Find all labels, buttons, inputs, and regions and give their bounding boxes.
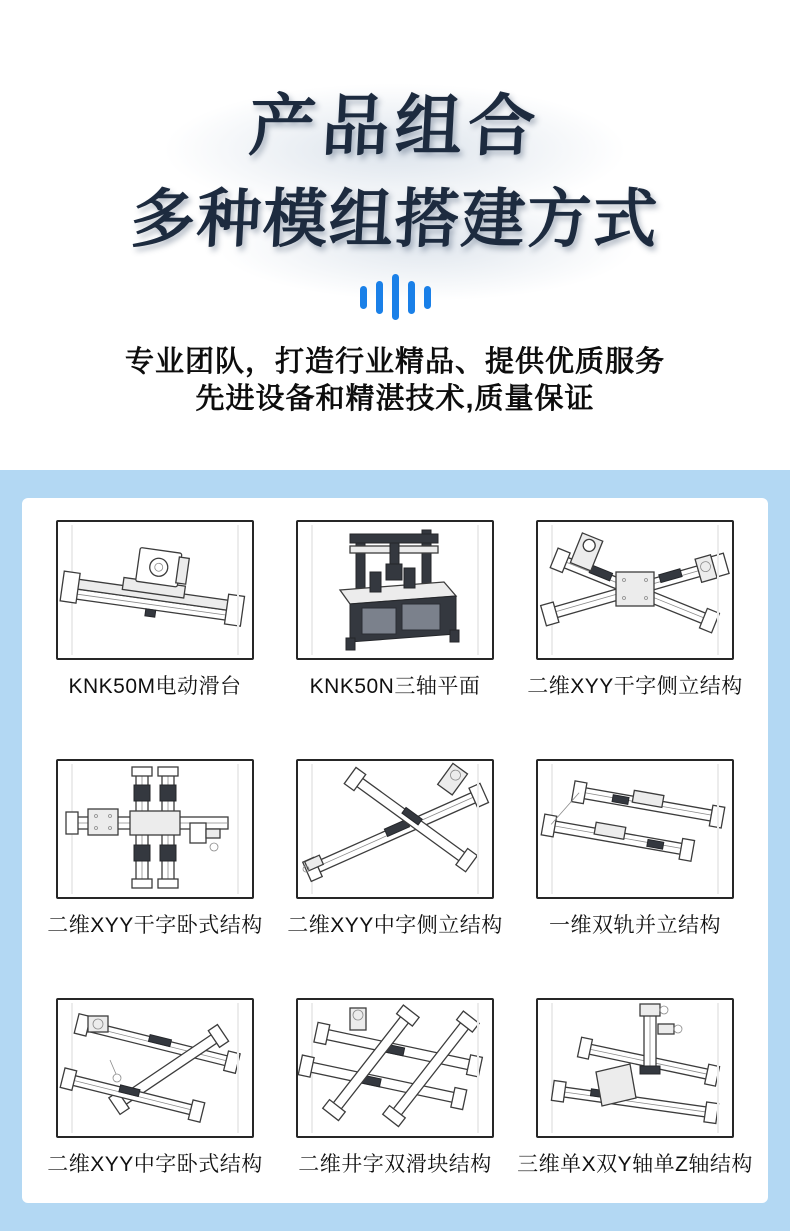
product-caption: 一维双轨并立结构 (549, 914, 721, 937)
product-image-xyz-gantry (536, 998, 734, 1138)
product-card (296, 520, 494, 700)
product-image-xyy-zhong-upright (296, 759, 494, 899)
product-card (517, 998, 753, 1178)
product-caption: 二维XYY干字卧式结构 (47, 914, 263, 937)
hero-subtitle-line2: 先进设备和精湛技术,质量保证 (195, 383, 595, 415)
product-caption: 二维XYY干字侧立结构 (527, 675, 743, 698)
hero-title-line2: 多种模组搭建方式 (129, 183, 661, 255)
product-caption: KNK50M电动滑台 (68, 675, 242, 698)
product-caption: 二维井字双滑块结构 (298, 1153, 492, 1176)
product-image-xyy-gan-horizontal (56, 759, 254, 899)
xyz-gantry-illustration (538, 1000, 732, 1136)
product-image-knk50m (56, 520, 254, 660)
grid-rails-illustration (298, 1000, 492, 1136)
product-caption: KNK50N三轴平面 (309, 675, 481, 698)
product-card (56, 520, 254, 700)
product-card (47, 998, 263, 1178)
product-card (527, 520, 743, 700)
product-card (47, 759, 263, 939)
product-image-xyy-gan-upright (536, 520, 734, 660)
dual-parallel-rails-illustration (538, 761, 732, 897)
hero-title-line1: 产品组合 (247, 89, 543, 164)
three-axis-bench-illustration (298, 522, 492, 658)
product-image-jing-dual-slider (296, 998, 494, 1138)
product-card (287, 759, 503, 939)
product-image-dual-rail (536, 759, 734, 899)
product-caption: 二维XYY中字侧立结构 (287, 914, 503, 937)
h-frame-rails-illustration (58, 1000, 252, 1136)
electric-linear-slide-illustration (58, 522, 252, 658)
product-caption: 三维单X双Y轴单Z轴结构 (517, 1153, 753, 1176)
sound-bars-icon (0, 274, 790, 320)
hero-subtitle-line1: 专业团队，打造行业精品、提供优质服务 (124, 346, 665, 378)
product-image-xyy-zhong-horizontal (56, 998, 254, 1138)
product-card (536, 759, 734, 939)
product-grid (22, 520, 768, 1178)
product-caption: 二维XYY中字卧式结构 (47, 1153, 263, 1176)
product-image-knk50n (296, 520, 494, 660)
products-section (0, 470, 790, 1231)
diagonal-rails-upright-illustration (298, 761, 492, 897)
products-panel (22, 498, 768, 1203)
product-card (296, 998, 494, 1178)
hero-section (0, 0, 790, 418)
cross-rails-flat-illustration (58, 761, 252, 897)
cross-rails-upright-illustration (538, 522, 732, 658)
